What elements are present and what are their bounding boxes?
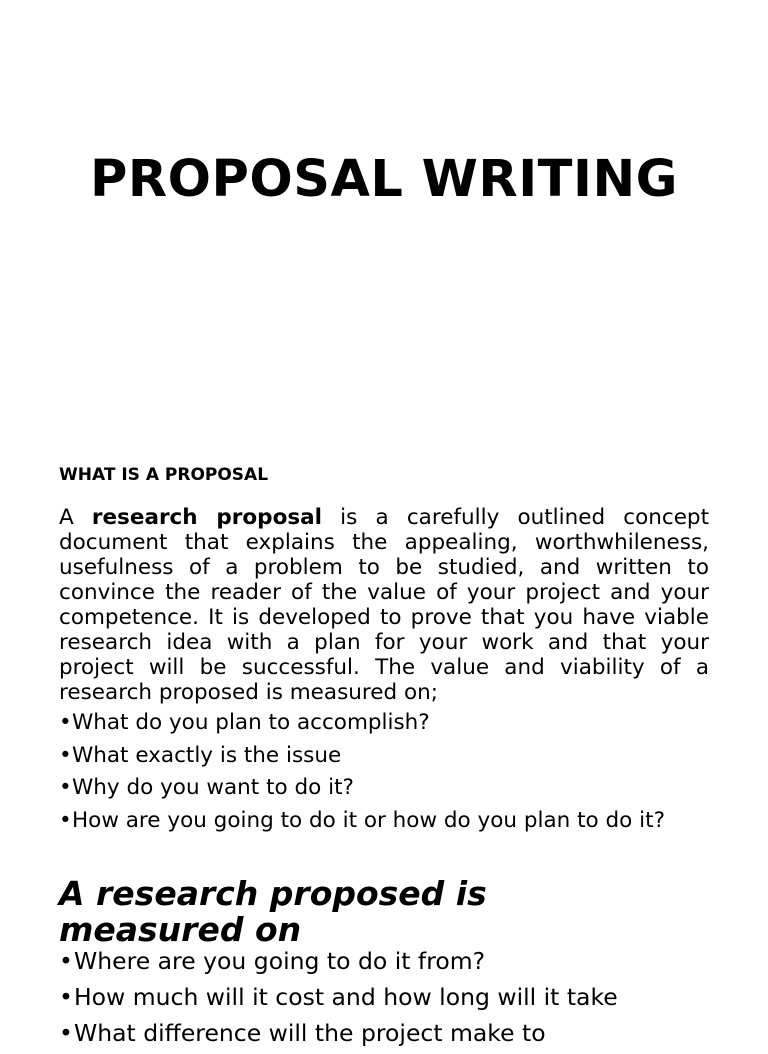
list-item-text: How are you going to do it or how do you plan to do it? xyxy=(72,807,665,833)
bullet-icon: • xyxy=(59,742,72,768)
bullet-icon: • xyxy=(59,710,72,735)
list-item xyxy=(59,743,729,776)
definition-paragraph xyxy=(59,505,709,705)
bullet-icon: • xyxy=(59,947,73,975)
page-title: PROPOSAL WRITING xyxy=(89,150,678,209)
list-item xyxy=(59,1018,749,1054)
bullet-icon: • xyxy=(59,775,72,800)
list-item xyxy=(59,808,729,841)
list-item xyxy=(59,775,729,808)
section-heading-measured-on xyxy=(59,876,487,948)
measures-list xyxy=(59,946,749,1054)
list-item xyxy=(59,710,729,743)
bullet-icon: • xyxy=(59,807,72,833)
heading-line: measured on xyxy=(59,910,302,949)
list-item-text: Why do you want to do it? xyxy=(72,775,354,800)
definition-body: is a carefully outlined concept document that explains the appealing, worthwhileness, usefulness of a problem to be studied, and written to convince the reader of the value of your project and your competence. It is developed to prove that you have viable research idea with a plan for your work and that your project will be successful. The value and viability of a research proposed is measured on; xyxy=(59,505,709,705)
list-item-text: Where are you going to do it from? xyxy=(74,947,486,975)
list-item-text: What exactly is the issue xyxy=(72,742,342,768)
list-item xyxy=(59,946,749,982)
list-item-text: What do you plan to accomplish? xyxy=(72,710,430,735)
bullet-icon: • xyxy=(59,1019,73,1047)
list-item-text: How much will it cost and how long will it take xyxy=(74,983,618,1011)
bullet-icon: • xyxy=(59,983,73,1011)
heading-line: A research proposed is xyxy=(59,874,487,913)
definition-term: research proposal xyxy=(91,505,323,530)
list-item xyxy=(59,982,749,1018)
definition-lead: A xyxy=(59,505,92,530)
list-item-text: What difference will the project make to xyxy=(74,1019,546,1047)
section-heading-what-is-proposal: WHAT IS A PROPOSAL xyxy=(59,465,269,485)
criteria-list xyxy=(59,710,729,840)
